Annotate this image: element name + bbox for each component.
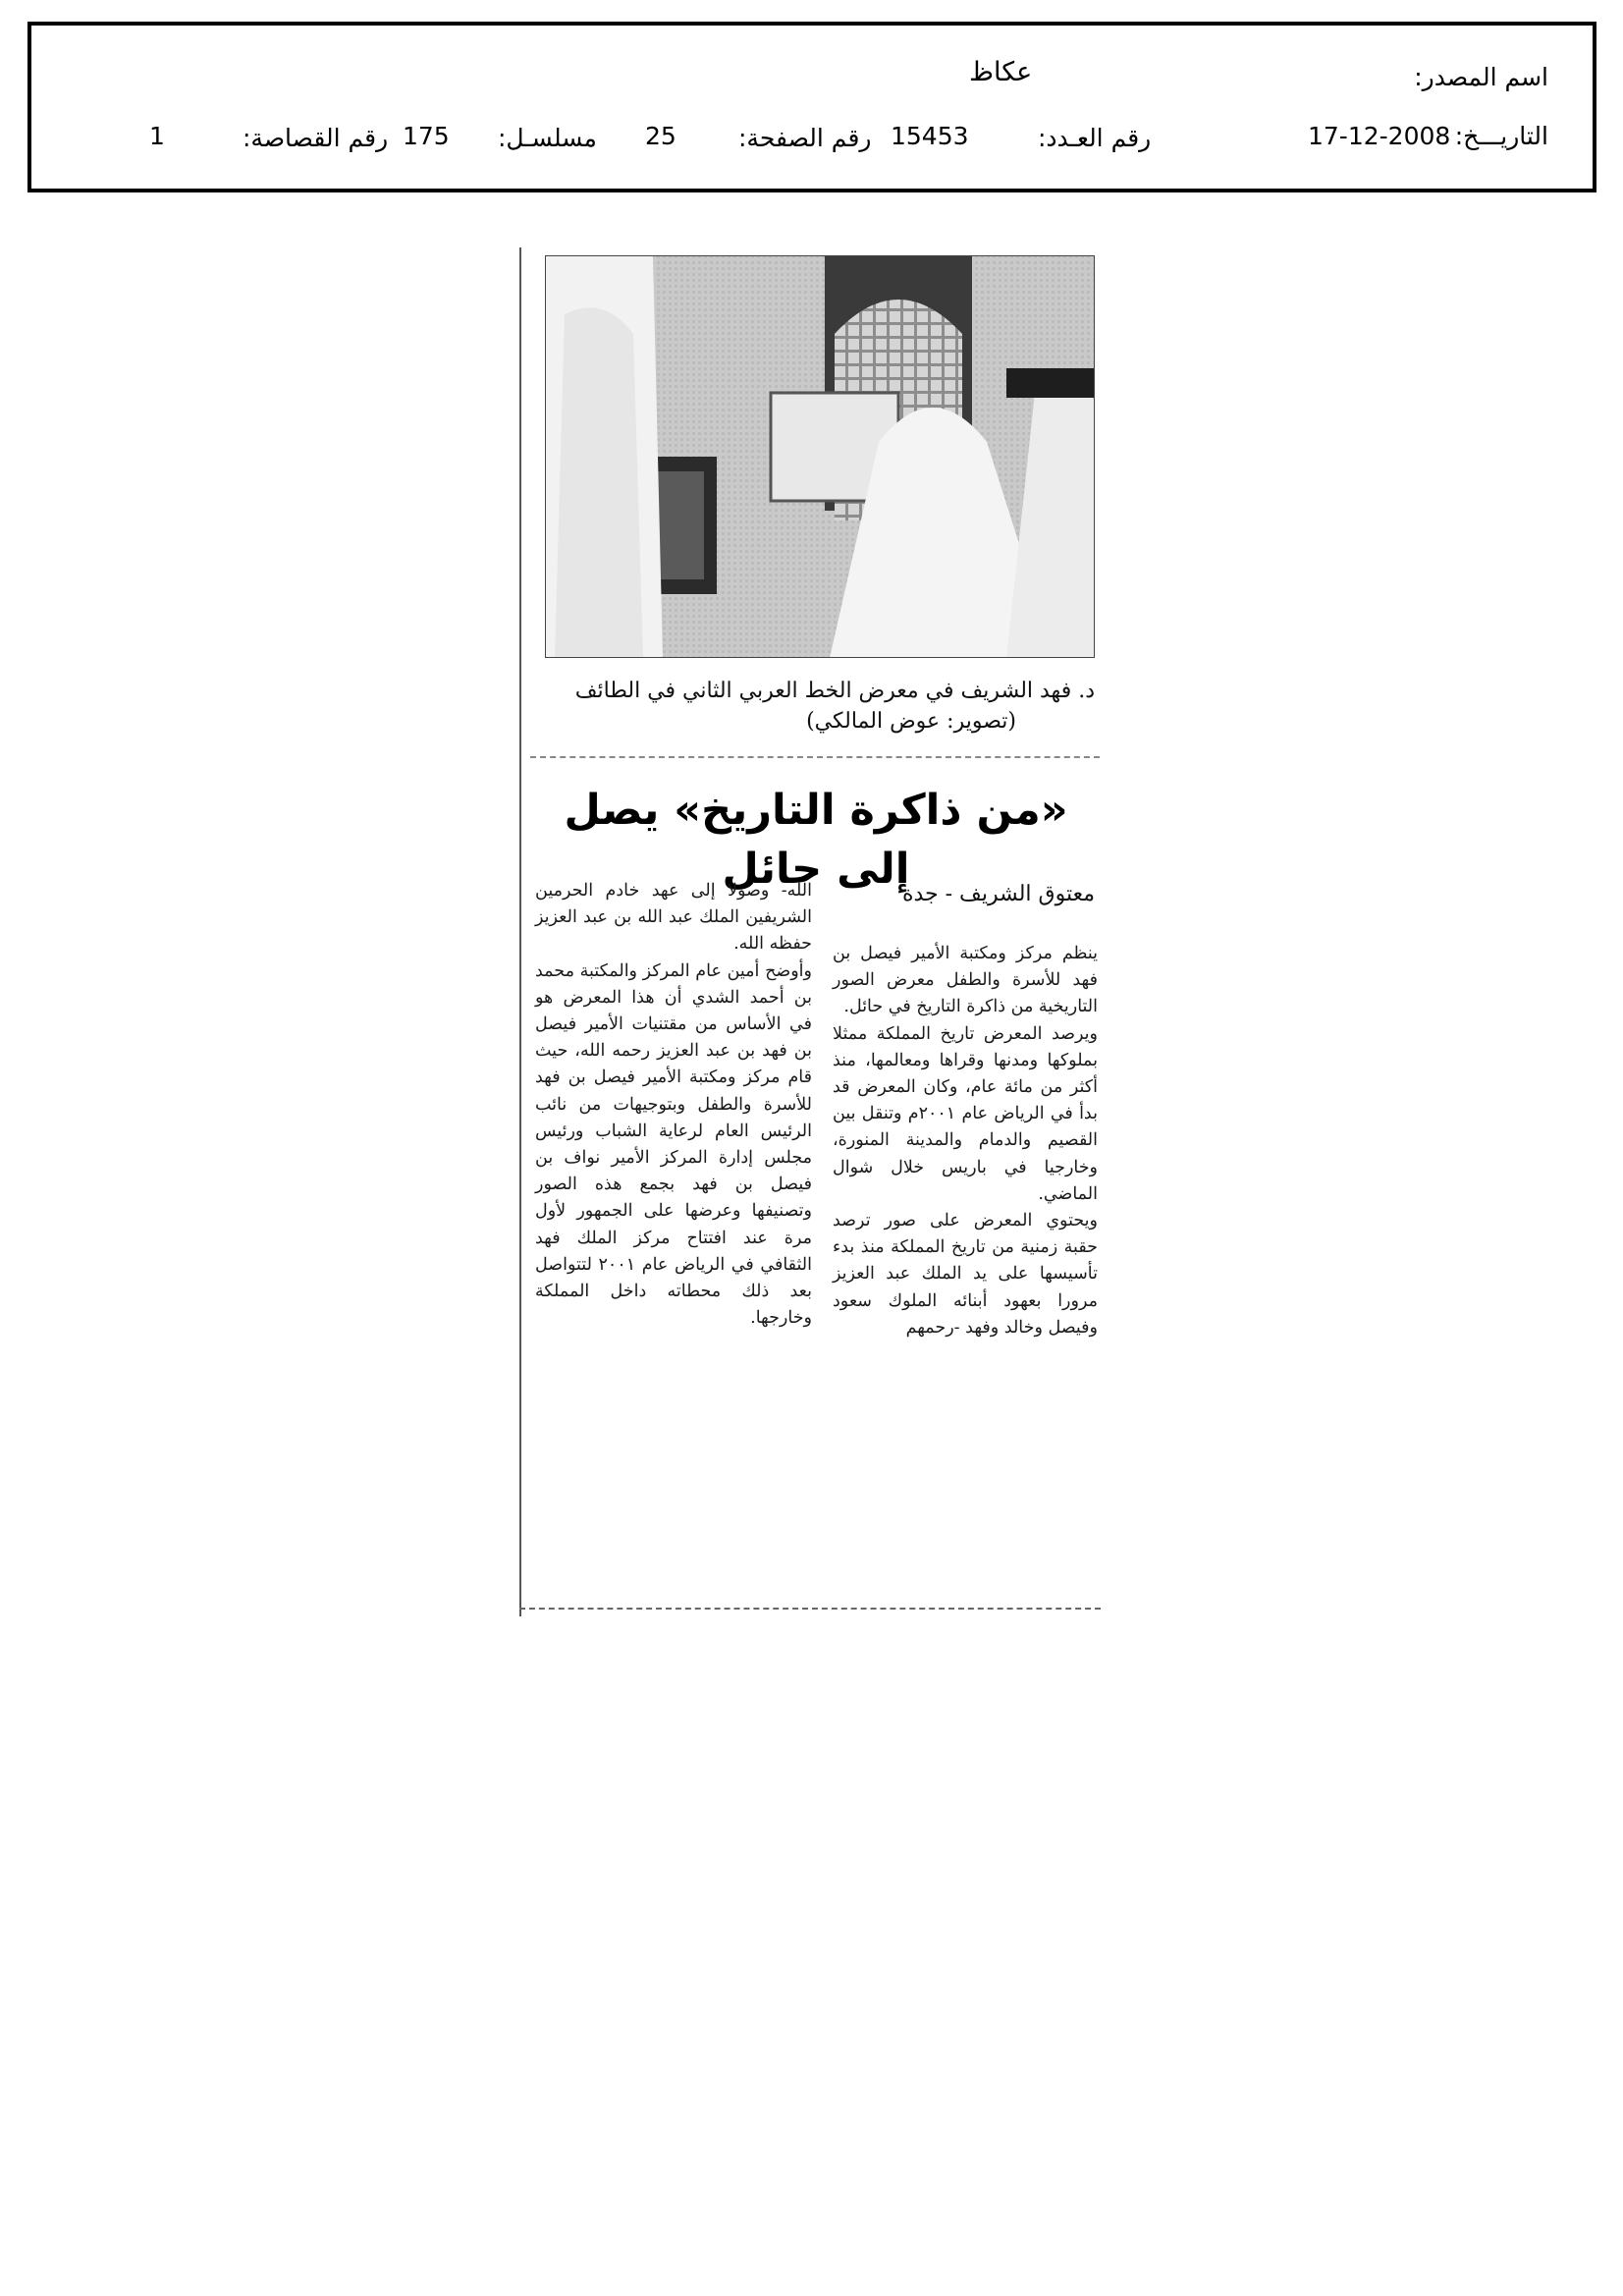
article-column-right	[833, 941, 1098, 1341]
paragraph: ينظم مركز ومكتبة الأمير فيصل بن فهد للأسرة والطفل معرض الصور التاريخية من ذاكرة التاريخ في حائل.	[833, 944, 1098, 1017]
article-column-left	[535, 878, 812, 1332]
issue-value: 15453	[891, 122, 969, 150]
photo-credit: (تصوير: عوض المالكي)	[806, 709, 1016, 734]
serial-value: 175	[403, 122, 450, 150]
clip-value: 1	[149, 122, 165, 150]
photo-image	[545, 255, 1095, 658]
page-value: 25	[645, 122, 676, 150]
caption-text: د. فهد الشريف في معرض الخط العربي الثاني في الطائف	[574, 679, 1095, 703]
photo-caption	[535, 676, 1095, 737]
issue-label: رقم العـدد:	[1038, 124, 1152, 152]
paragraph: ويرصد المعرض تاريخ المملكة ممثلا بملوكها ومدنها وقراها ومعالمها، منذ أكثر من مائة عام، وكان المعرض قد بدأ في الرياض عام ٢٠٠١م وتنقل بين القصيم والدمام والمدينة المنورة، وخارجيا في باريس خلال شوال الماضي.	[833, 1023, 1098, 1204]
paragraph: وأوضح أمين عام المركز والمكتبة محمد بن أحمد الشدي أن هذا المعرض هو في الأساس من مقتنيات الأمير فيصل بن فهد بن عبد العزيز رحمه الله، حيث قام مركز ومكتبة الأمير فيصل بن فهد للأسرة والطفل وبتوجيهات من نائب الرئيس العام لرعاية الشباب ورئيس مجلس إدارة المركز الأمير نواف بن فيصل بن فهد بجمع هذه الصور وتصنيفها وعرضها على الجمهور لأول مرة عند افتتاح مركز الملك فهد الثقافي في الرياض عام ٢٠٠١ لتتواصل بعد ذلك محطاته داخل المملكة وخارجها.	[535, 960, 812, 1329]
date-value: 17-12-2008	[1308, 122, 1451, 150]
date-label: التاريـــخ:	[1454, 122, 1548, 150]
paragraph: الله- وصولا إلى عهد خادم الحرمين الشريفين الملك عبد الله بن عبد العزيز حفظه الله.	[535, 881, 812, 955]
clip-label: رقم القصاصة:	[243, 124, 389, 152]
clipping-left-rule	[519, 247, 521, 1616]
article-headline: «من ذاكرة التاريخ» يصل إلى حائل	[564, 786, 1068, 894]
clipping-header	[27, 22, 1596, 192]
article-photo	[545, 255, 1095, 658]
article-byline: معتوق الشريف - جدة	[901, 882, 1095, 906]
serial-label: مسلسـل:	[498, 124, 597, 152]
paragraph: ويحتوي المعرض على صور ترصد حقبة زمنية من تاريخ المملكة منذ بدء تأسيسها على يد الملك عبد العزيز مرورا بعهود أبنائه الملوك سعود وفيصل وخالد وفهد -رحمهم	[833, 1211, 1098, 1338]
caption-divider	[530, 756, 1100, 758]
source-label: اسم المصدر:	[1414, 63, 1548, 91]
source-value: عكاظ	[969, 57, 1033, 87]
clipping-bottom-rule	[519, 1608, 1101, 1610]
page-label: رقم الصفحة:	[738, 124, 872, 152]
